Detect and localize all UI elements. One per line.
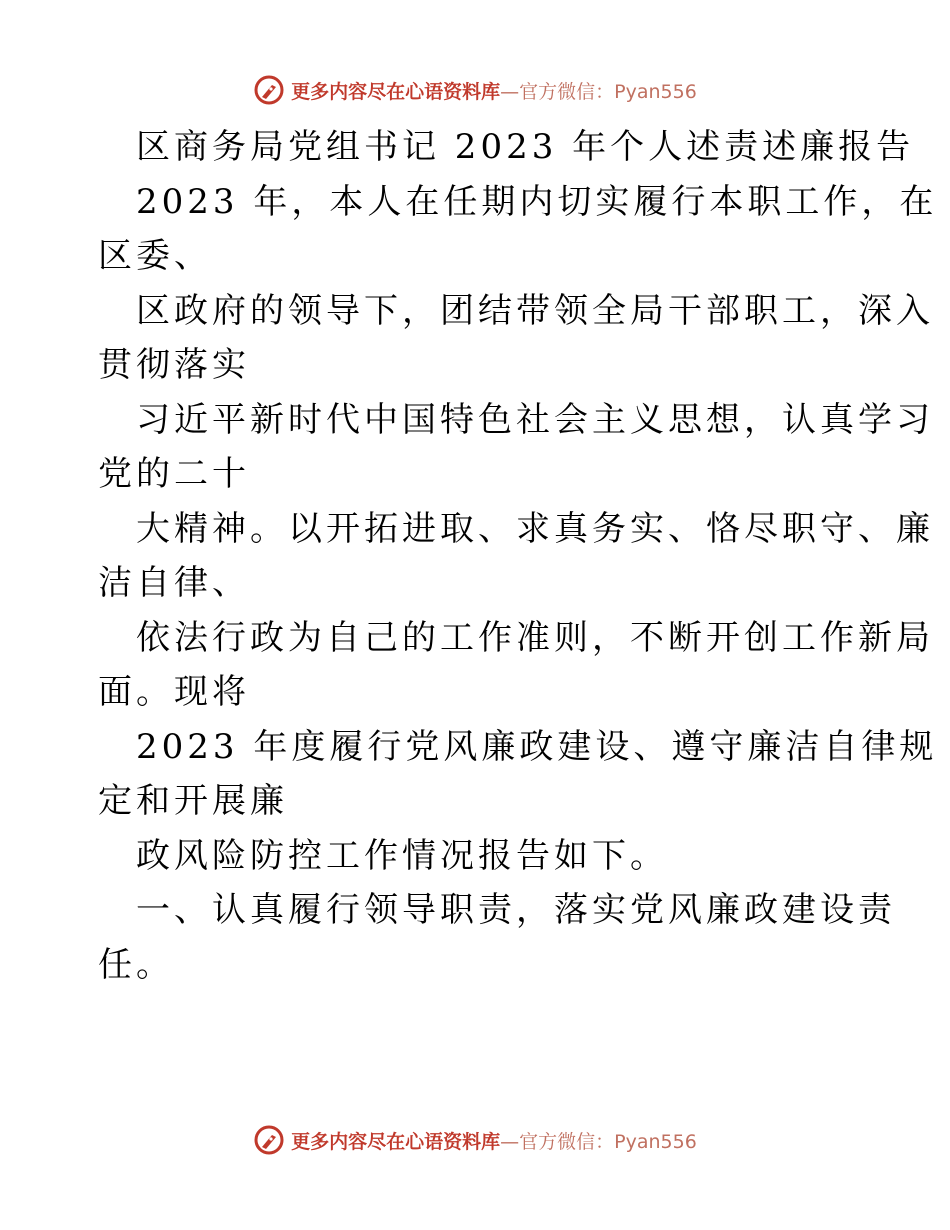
text-line: 区委、	[98, 236, 212, 276]
header-watermark	[0, 70, 950, 110]
text-line: 面。现将	[98, 672, 250, 712]
text-line: 2023 年，本人在任期内切实履行本职工作，在	[136, 181, 938, 222]
document-title: 区商务局党组书记 2023 年个人述责述廉报告	[136, 127, 915, 167]
text-line: 大精神。以开拓进取、求真务实、恪尽职守、廉	[136, 508, 934, 549]
watermark-text: 更多内容尽在心语资料库—官方微信：Pyan556	[291, 1130, 697, 1153]
text-line: 一、认真履行领导职责，落实党风廉政建设责	[136, 890, 896, 930]
text-line: 依法行政为自己的工作准则，不断开创工作新局	[136, 617, 934, 658]
document-body	[98, 120, 938, 992]
text-line: 2023 年度履行党风廉政建设、遵守廉洁自律规	[136, 726, 938, 767]
text-line: 任。	[98, 944, 174, 985]
text-line: 定和开展廉	[98, 781, 288, 821]
text-line: 洁自律、	[98, 563, 250, 603]
pen-nib-logo-icon	[253, 1124, 285, 1156]
text-line: 党的二十	[98, 454, 250, 494]
footer-watermark	[0, 1120, 950, 1160]
text-line: 区政府的领导下，团结带领全局干部职工，深入	[136, 290, 934, 331]
text-line: 贯彻落实	[98, 345, 250, 385]
text-line: 政风险防控工作情况报告如下。	[136, 835, 668, 876]
watermark-text: 更多内容尽在心语资料库—官方微信：Pyan556	[291, 80, 697, 103]
pen-nib-logo-icon	[253, 74, 285, 106]
text-line: 习近平新时代中国特色社会主义思想，认真学习	[136, 399, 934, 440]
